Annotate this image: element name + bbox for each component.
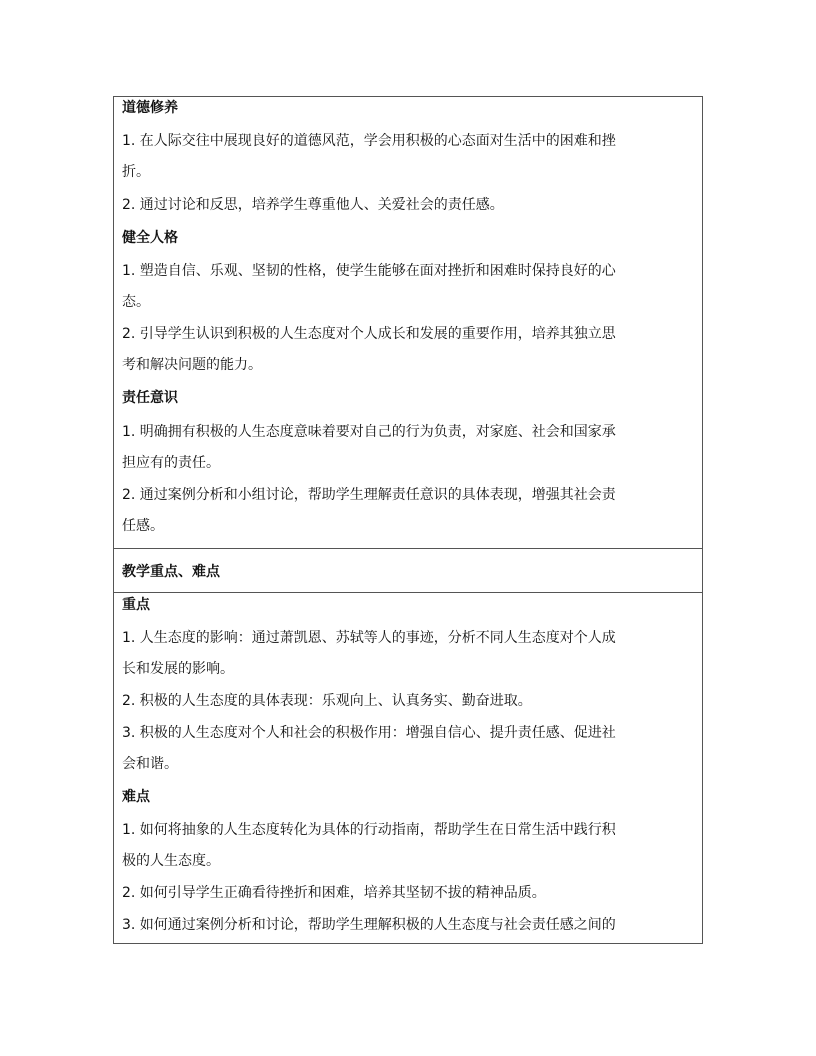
moral-item-1-line-1: 1. 在人际交往中展现良好的道德风范，学会用积极的心态面对生活中的困难和挫 xyxy=(122,133,616,149)
key-points-title-cell xyxy=(114,549,702,593)
lesson-plan-table xyxy=(113,96,703,944)
key-item-1-line-2: 长和发展的影响。 xyxy=(122,661,234,677)
difficult-item-2: 2. 如何引导学生正确看待挫折和困难，培养其坚韧不拔的精神品质。 xyxy=(122,885,546,901)
key-item-1-line-1: 1. 人生态度的影响：通过萧凯恩、苏轼等人的事迹，分析不同人生态度对个人成 xyxy=(122,630,616,646)
heading-moral-cultivation: 道德修养 xyxy=(122,100,178,116)
objectives-cell xyxy=(114,97,702,549)
heading-sound-personality: 健全人格 xyxy=(122,230,178,246)
key-points-title: 教学重点、难点 xyxy=(122,564,220,580)
personality-item-1-line-2: 态。 xyxy=(122,294,150,310)
moral-item-2: 2. 通过讨论和反思，培养学生尊重他人、关爱社会的责任感。 xyxy=(122,197,504,213)
responsibility-item-2-line-2: 任感。 xyxy=(122,518,164,534)
personality-item-2-line-2: 考和解决问题的能力。 xyxy=(122,357,262,373)
responsibility-item-1-line-2: 担应有的责任。 xyxy=(122,455,220,471)
heading-difficult-points: 难点 xyxy=(122,789,150,805)
key-item-2: 2. 积极的人生态度的具体表现：乐观向上、认真务实、勤奋进取。 xyxy=(122,693,532,709)
key-points-cell xyxy=(114,593,702,943)
moral-item-1-line-2: 折。 xyxy=(122,164,150,180)
difficult-item-3-line-1: 3. 如何通过案例分析和讨论，帮助学生理解积极的人生态度与社会责任感之间的 xyxy=(122,917,616,933)
difficult-item-1-line-1: 1. 如何将抽象的人生态度转化为具体的行动指南，帮助学生在日常生活中践行积 xyxy=(122,822,616,838)
personality-item-2-line-1: 2. 引导学生认识到积极的人生态度对个人成长和发展的重要作用，培养其独立思 xyxy=(122,326,616,342)
heading-key-points: 重点 xyxy=(122,597,150,613)
heading-responsibility: 责任意识 xyxy=(122,390,178,406)
key-item-3-line-1: 3. 积极的人生态度对个人和社会的积极作用：增强自信心、提升责任感、促进社 xyxy=(122,725,616,741)
responsibility-item-1-line-1: 1. 明确拥有积极的人生态度意味着要对自己的行为负责，对家庭、社会和国家承 xyxy=(122,424,616,440)
key-item-3-line-2: 会和谐。 xyxy=(122,756,178,772)
personality-item-1-line-1: 1. 塑造自信、乐观、坚韧的性格，使学生能够在面对挫折和困难时保持良好的心 xyxy=(122,263,616,279)
difficult-item-1-line-2: 极的人生态度。 xyxy=(122,853,220,869)
responsibility-item-2-line-1: 2. 通过案例分析和小组讨论，帮助学生理解责任意识的具体表现，增强其社会责 xyxy=(122,487,616,503)
